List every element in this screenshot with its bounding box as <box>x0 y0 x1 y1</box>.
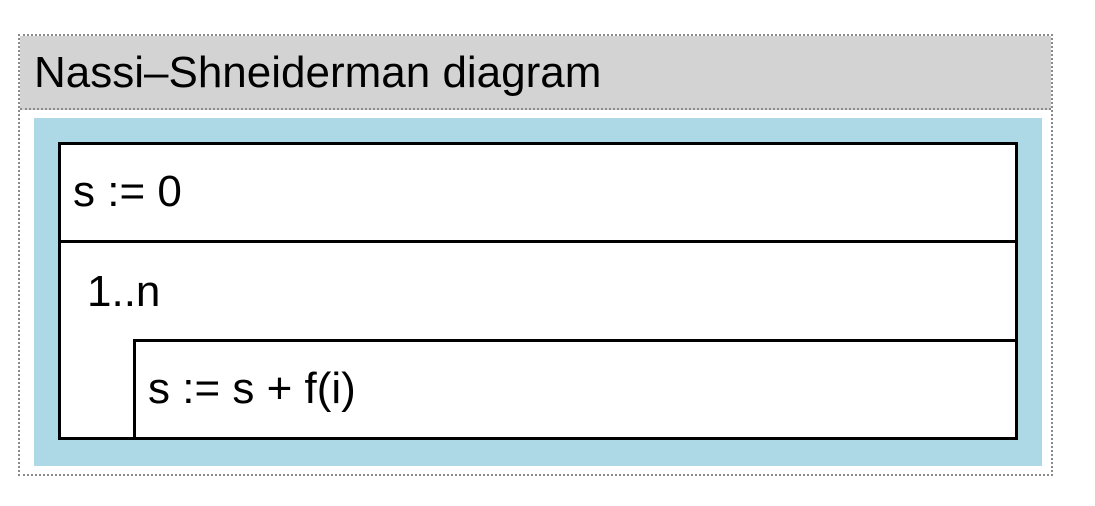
diagram-title: Nassi–Shneiderman diagram <box>34 48 602 97</box>
loop-body-block[interactable] <box>133 339 1018 440</box>
diagram-canvas <box>34 118 1042 466</box>
loop-body-text: s := s + f(i) <box>148 364 356 413</box>
init-statement-block[interactable] <box>58 142 1018 243</box>
loop-header-text: 1..n <box>87 267 161 316</box>
init-statement-text: s := 0 <box>73 167 182 216</box>
diagram-frame <box>18 34 1053 476</box>
diagram-title-bar <box>20 36 1051 110</box>
